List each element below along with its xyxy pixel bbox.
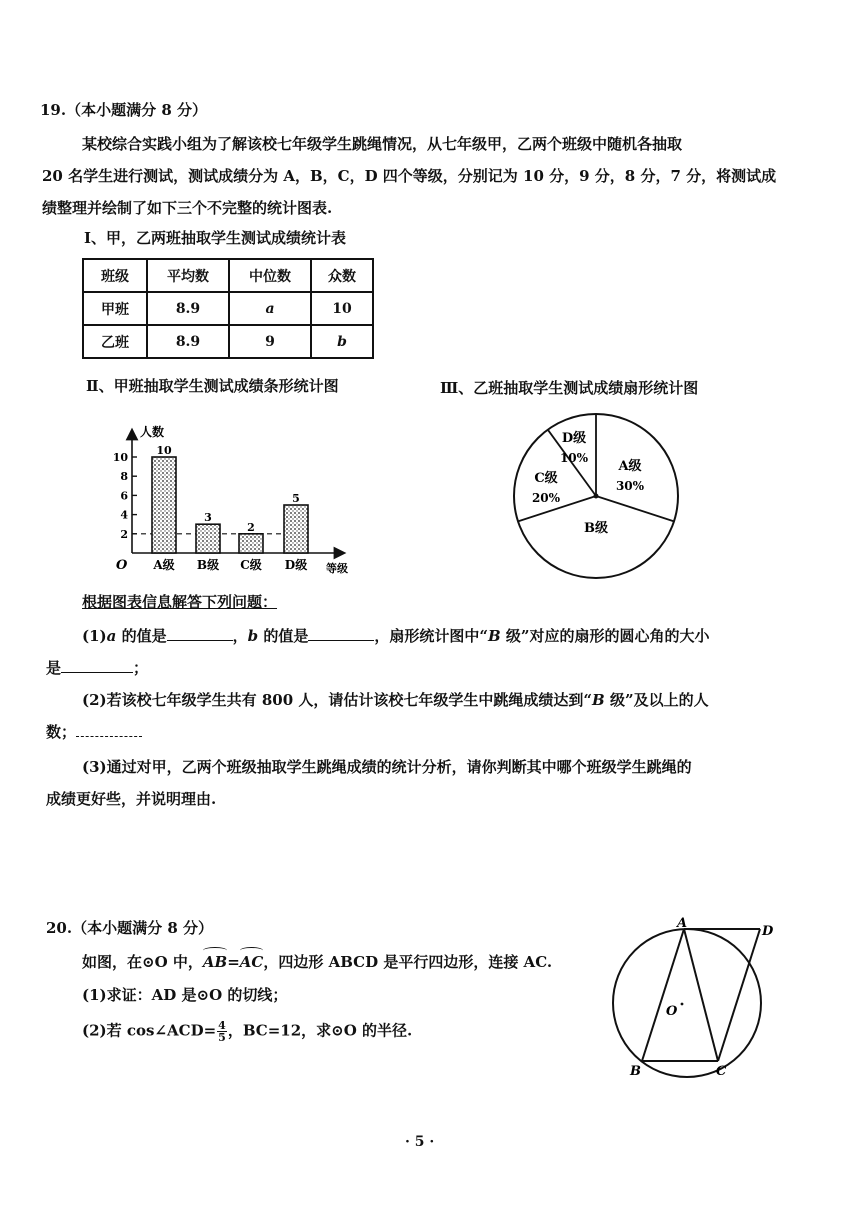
point-d-label: D: [762, 924, 774, 939]
bar: [239, 534, 263, 553]
pie-slice-percent: 10%: [559, 451, 589, 465]
bar-chart-caption: Ⅱ、甲班抽取学生测试成绩条形统计图: [86, 377, 339, 395]
text-span: 数；: [46, 723, 77, 741]
text-span: 级”对应的扇形的圆心角的大小: [500, 627, 710, 645]
y-axis-label: 人数: [140, 425, 165, 439]
pie-center-dot: [594, 494, 599, 499]
table-caption: Ⅰ、甲，乙两班抽取学生测试成绩统计表: [84, 229, 347, 247]
text-span: 是: [46, 659, 62, 677]
answer-blank-a[interactable]: [167, 626, 233, 641]
center-o-label: O: [666, 1004, 678, 1019]
table-header-cell: 平均数: [147, 259, 229, 292]
q19-intro-line-2: 20 名学生进行测试，测试成绩分为 A，B，C，D 四个等级，分别记为 10 分，9 分，8 分，7 分，将测试成: [42, 167, 777, 185]
table-header-row: [83, 259, 373, 292]
table-cell: 甲班: [83, 292, 147, 325]
table-cell: 10: [311, 292, 373, 325]
y-tick-label: 4: [120, 508, 128, 522]
segment-ac: [684, 929, 718, 1061]
q19-instructions: 根据图表信息解答下列问题：: [82, 593, 278, 611]
geometry-figure: [600, 915, 790, 1080]
table-row: [83, 292, 373, 325]
table-header-cell: 众数: [311, 259, 373, 292]
answer-blank-angle[interactable]: [61, 658, 133, 673]
text-span: 的值是: [258, 627, 309, 645]
fraction: [217, 1020, 227, 1043]
table-header-cell: 中位数: [229, 259, 311, 292]
q20-header: 20.（本小题满分 8 分）: [46, 919, 213, 937]
table-row: [83, 325, 373, 358]
y-tick-label: 8: [120, 470, 128, 484]
text-span: (2)若 cos∠ACD=: [82, 1021, 217, 1040]
bar-data-label: 10: [156, 444, 172, 457]
pie-slice-label: A级: [618, 459, 642, 474]
pie-chart-caption: Ⅲ、乙班抽取学生测试成绩扇形统计图: [440, 379, 699, 397]
q20-line-2: (1)求证：AD 是⊙O 的切线；: [82, 986, 288, 1004]
x-axis-label: 等级: [326, 562, 348, 575]
bar-chart: [106, 420, 366, 580]
pie-slice-label: D级: [561, 431, 587, 446]
fraction-numerator: 4: [218, 1019, 226, 1032]
answer-blank-b[interactable]: [308, 626, 374, 641]
y-tick-label: 10: [112, 451, 128, 464]
text-span: ，BC=12，求⊙O 的半径.: [227, 1021, 413, 1040]
text-span: 的值是: [116, 627, 167, 645]
q19-part3-line-2: 成绩更好些，并说明理由.: [46, 790, 217, 808]
text-span: ，: [232, 627, 248, 645]
q19-part3-line-1: (3)通过对甲，乙两个班级抽取学生跳绳成绩的统计分析，请你判断其中哪个班级学生跳绳的: [82, 758, 692, 776]
q20-line-3: [82, 1020, 412, 1043]
table-cell: 8.9: [147, 292, 229, 325]
text-span: 如图，在⊙O 中，: [82, 953, 203, 971]
point-b-label: B: [630, 1064, 641, 1079]
text-span: 级”及以上的人: [604, 691, 709, 709]
fraction-denominator: 5: [218, 1031, 226, 1044]
circle-o: [613, 929, 761, 1077]
table-cell: 9: [229, 325, 311, 358]
x-category-label: D级: [284, 558, 308, 572]
bar: [196, 524, 220, 553]
origin-label: O: [116, 558, 128, 573]
q19-part1: [82, 626, 710, 646]
arc-ab: AB: [202, 953, 228, 971]
arc-ac: AC: [239, 953, 264, 971]
text-span: ；: [133, 659, 149, 677]
q20-line-1: [82, 952, 552, 972]
pie-slice-percent: 20%: [531, 491, 561, 505]
q19-part1-cont: [46, 658, 148, 678]
table-header-cell: 班级: [83, 259, 147, 292]
segment-ab: [642, 929, 684, 1061]
answer-blank-count[interactable]: [76, 722, 142, 737]
pie-slice-label: C级: [534, 471, 558, 486]
var-B: B: [592, 691, 605, 709]
bar: [152, 457, 176, 553]
pie-slice-percent: 30%: [615, 479, 645, 493]
bar-data-label: 2: [247, 520, 255, 534]
point-c-label: C: [716, 1064, 727, 1079]
y-tick-label: 6: [120, 489, 128, 503]
table-cell: a: [229, 292, 311, 325]
q19-header: 19.（本小题满分 8 分）: [40, 101, 207, 119]
var-b: b: [247, 627, 259, 645]
bar-data-label: 3: [204, 511, 212, 525]
pie-slice-label: B级: [584, 521, 608, 536]
var-a: a: [106, 627, 117, 645]
table-cell: b: [311, 325, 373, 358]
q19-intro-line-1: 某校综合实践小组为了解该校七年级学生跳绳情况，从七年级甲，乙两个班级中随机各抽取: [82, 135, 683, 153]
segment-dc: [718, 929, 760, 1061]
table-cell: 8.9: [147, 325, 229, 358]
q19-intro-line-3: 绩整理并绘制了如下三个不完整的统计图表.: [42, 199, 333, 217]
text-span: (1): [82, 627, 107, 645]
page-number: · 5 ·: [405, 1134, 435, 1150]
q19-part2: [82, 690, 709, 710]
pie-slice-boundary: [596, 496, 674, 521]
x-category-label: C级: [240, 558, 262, 572]
var-B: B: [488, 627, 501, 645]
text-span: ，扇形统计图中“: [374, 627, 488, 645]
text-span: =: [227, 953, 240, 971]
x-category-label: B级: [196, 558, 220, 572]
text-span: ，四边形 ABCD 是平行四边形，连接 AC.: [263, 953, 553, 971]
stats-table: [82, 258, 374, 359]
center-o-dot: [681, 1003, 684, 1006]
q19-part2-cont: [46, 722, 142, 742]
text-span: (2)若该校七年级学生共有 800 人，请估计该校七年级学生中跳绳成绩达到“: [82, 691, 593, 709]
pie-chart: [510, 412, 682, 584]
bar-data-label: 5: [292, 492, 300, 505]
point-a-label: A: [677, 916, 688, 931]
x-category-label: A级: [153, 558, 175, 572]
y-tick-label: 2: [120, 527, 128, 541]
bar: [284, 505, 308, 553]
table-cell: 乙班: [83, 325, 147, 358]
